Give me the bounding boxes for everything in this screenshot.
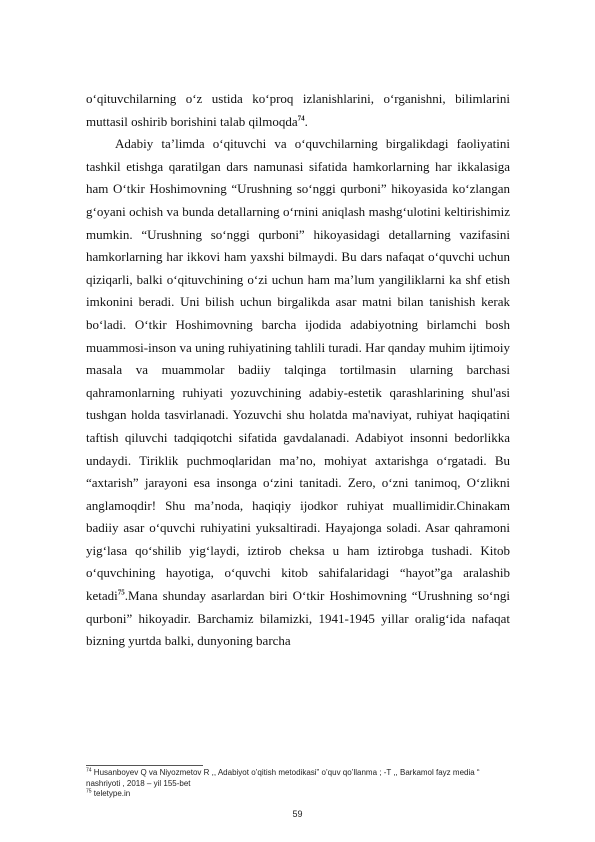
footnote-ref-75[interactable]: 75 xyxy=(117,588,125,597)
footnote-number: 74 xyxy=(86,767,92,774)
footnote-text: Husanboyev Q va Niyozmetov R ,, Adabiyot o’qitish metodikasi” o’quv qo’llanma ; -T ,, Barkamol fayz media “ nashriyoti , 2018 – yil 155-bet xyxy=(86,768,480,788)
page-number: 59 xyxy=(292,809,303,819)
footnote-74 xyxy=(86,768,510,789)
footnote-75 xyxy=(86,789,510,800)
paragraph-main xyxy=(86,133,510,653)
footnote-ref-74[interactable]: 74 xyxy=(297,114,305,123)
paragraph-text: o‘qituvchilarning o‘z ustida ko‘proq izlanishlarini, o‘rganishni, bilimlarini muttasil oshirib borishini talab qilmoqda xyxy=(86,91,510,129)
footnotes xyxy=(86,768,510,800)
footnote-number: 75 xyxy=(86,788,92,795)
paragraph-continuation xyxy=(86,88,510,133)
paragraph-text: Adabiy ta’limda o‘qituvchi va o‘quvchilarning birgalikdagi faoliyatini tashkil etishga qaratilgan dars namunasi sifatida hamkorlarning har ikkalasiga ham O‘tkir Hoshimovning “Urushning so‘nggi qurboni” hikoyasida ko‘zlangan g‘oyani ochish va bunda detallarning o‘rnini aniqlash mashg‘ulotini keltirishimiz mumkin. “Urushning so‘nggi qurboni” hikoyasidagi detallarning vazifasini hamkorlarning har ikkovi ham yaxshi bilmaydi. Bu dars nafaqat o‘quvchi uchun qiziqarli, balki o‘qituvchining o‘zi uchun ham ma’lum yangiliklarni ka shf etish imkonini beradi. Uni bilish uchun birgalikda asar matni bilan tanishish kerak bo‘ladi. O‘tkir Hoshimovning barcha ijodida adabiyotning birlamchi bosh muammosi-inson va uning ruhiyatining tahlili turadi. Har qanday muhim ijtimoiy masala va muammolar badiiy talqinga tortilmasin ularning barchasi qahramonlarning ruhiyati yozuvchining adabiy-estetik qarashlarining shul'asi tushgan holda tasvirlanadi. Yozuvchi shu holatda ma'naviyat, ruhiyat haqiqatini taftish qiluvchi tadqiqotchi sifatida gavdalanadi. Adabiyot insonni bedorlikka undaydi. Tiriklik puchmoqlaridan ma’no, mohiyat axtarishga o‘rgatadi. Bu “axtarish” jarayoni esa insonga o‘zini tanitadi. Zero, o‘zni tanimoq, O‘zlikni anglamoqdir! Shu ma’noda, haqiqiy ijodkor ruhiyat muallimidir.Chinakam badiiy asar o‘quvchi ruhiyatini yuksaltiradi. Hayajonga soladi. Asar qahramoni yig‘lasa qo‘shilib yig‘laydi, iztirob cheksa u ham iztirobga tushadi. Kitob o‘quvchining hayotiga, o‘quvchi kitob sahifalaridagi “hayot”ga aralashib ketadi xyxy=(86,136,510,604)
paragraph-text-cont: .Mana shunday asarlardan biri O‘tkir Hoshimovning “Urushning so‘ngi qurboni” hikoyadir. Barchamiz bilamizki, 1941-1945 yillar oralig‘ida nafaqat bizning yurtda balki, dunyoning barcha xyxy=(86,588,510,649)
footnote-text: teletype.in xyxy=(91,789,131,798)
paragraph-text-end: . xyxy=(304,113,308,129)
footnote-divider xyxy=(86,765,203,766)
body-text xyxy=(86,88,510,653)
